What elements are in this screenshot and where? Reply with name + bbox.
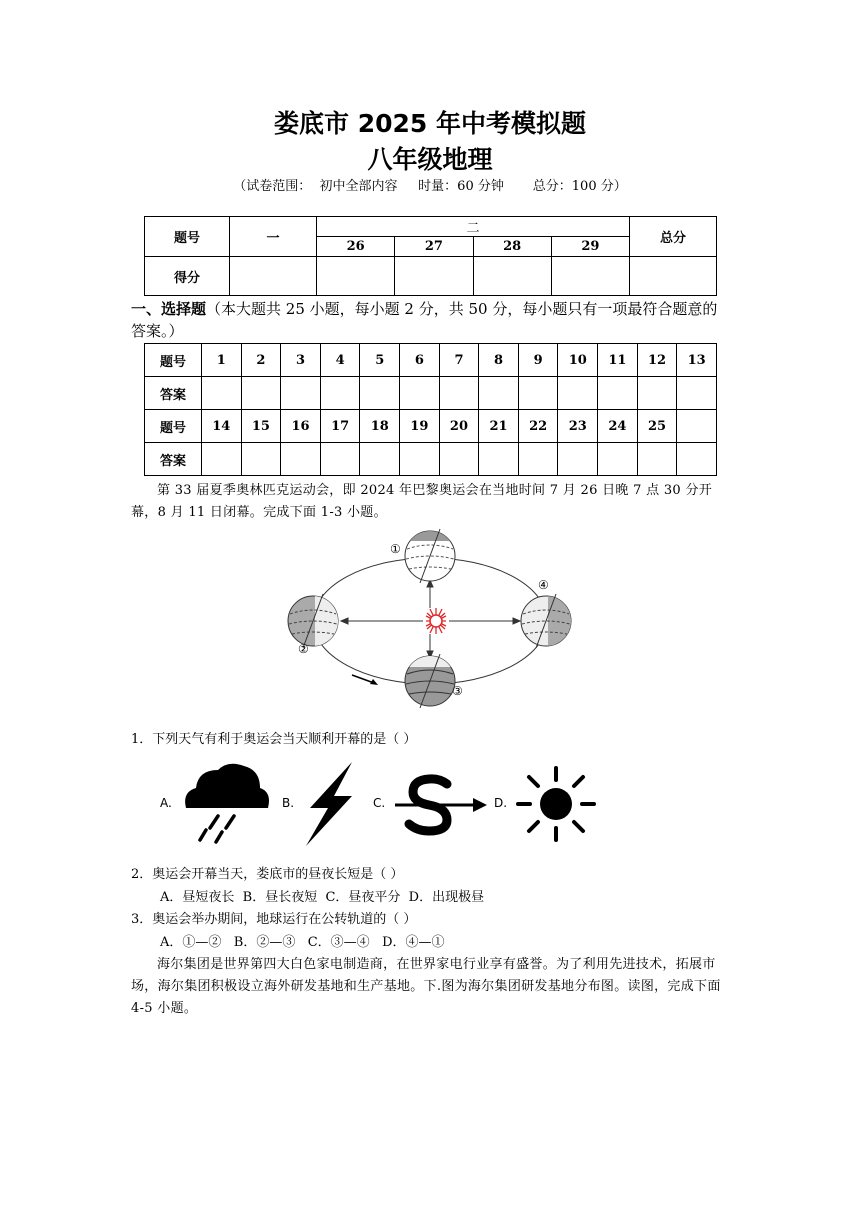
score-row-label: 得分 xyxy=(145,257,230,296)
option-d-label: D. xyxy=(494,796,508,810)
answer-cell[interactable] xyxy=(518,377,558,410)
question-number-cell: 3 xyxy=(281,344,321,377)
question-number-cell: 20 xyxy=(439,410,479,443)
answer-cell[interactable] xyxy=(241,443,281,476)
score-cell[interactable] xyxy=(551,257,629,296)
label-position-1: ① xyxy=(390,542,401,556)
question-number-cell: 15 xyxy=(241,410,281,443)
answer-row-label: 题号 xyxy=(145,410,202,443)
score-sub-col: 26 xyxy=(317,237,395,257)
page-title: 娄底市 2025 年中考模拟题 xyxy=(274,109,586,138)
question-number-cell: 18 xyxy=(360,410,400,443)
answer-cell[interactable] xyxy=(558,377,598,410)
question-number-cell: 21 xyxy=(479,410,519,443)
passage-haier: 海尔集团是世界第四大白色家电制造商，在世界家电行业享有盛誉。为了利用先进技术，拓展市场，海尔集团积极设立海外研发基地和生产基地。下.图为海尔集团研发基地分布图。读图，完成下面 4-5 小题。 xyxy=(131,957,721,1016)
score-cell[interactable] xyxy=(473,257,551,296)
answer-cell[interactable] xyxy=(637,443,677,476)
earth-position-3 xyxy=(405,654,455,708)
option-b-label: B. xyxy=(282,796,295,810)
question-number-cell: 23 xyxy=(558,410,598,443)
lightning-icon xyxy=(302,762,358,846)
answer-cell[interactable] xyxy=(439,443,479,476)
section-title: 一、选择题 xyxy=(131,300,207,318)
answer-cell[interactable] xyxy=(439,377,479,410)
answer-cell[interactable] xyxy=(202,443,242,476)
rain-icon xyxy=(180,758,272,846)
question-number-cell: 17 xyxy=(320,410,360,443)
label-position-2: ② xyxy=(298,642,309,656)
earth-position-1 xyxy=(405,529,455,583)
question-number-cell: 22 xyxy=(518,410,558,443)
question-number-cell: 24 xyxy=(598,410,638,443)
question-number-cell: 14 xyxy=(202,410,242,443)
score-cell[interactable] xyxy=(317,257,395,296)
answer-cell[interactable] xyxy=(360,443,400,476)
answer-cell[interactable] xyxy=(400,377,440,410)
answer-cell[interactable] xyxy=(320,377,360,410)
score-sub-col: 28 xyxy=(473,237,551,257)
question-1: 1．下列天气有利于奥运会当天顺利开幕的是（ ） xyxy=(131,732,417,747)
sun-icon xyxy=(426,608,446,634)
answer-cell[interactable] xyxy=(677,377,717,410)
question-number-cell: 16 xyxy=(281,410,321,443)
label-position-3: ③ xyxy=(452,684,463,698)
score-sub-col: 29 xyxy=(551,237,629,257)
score-table xyxy=(144,216,717,296)
earth-orbit-diagram xyxy=(286,525,596,720)
question-3: 3．奥运会举办期间，地球运行在公转轨道的（ ） xyxy=(131,912,417,927)
answer-row-label: 答案 xyxy=(145,443,202,476)
question-number-cell: 5 xyxy=(360,344,400,377)
section-heading xyxy=(131,298,731,342)
question-number-cell: 11 xyxy=(598,344,638,377)
earth-position-2 xyxy=(288,594,340,648)
option-a-label: A. xyxy=(160,796,172,810)
option-c-label: C. xyxy=(373,796,386,810)
answer-cell[interactable] xyxy=(598,443,638,476)
question-2: 2．奥运会开幕当天，娄底市的昼夜长短是（ ） xyxy=(131,867,404,882)
answer-row-label: 题号 xyxy=(145,344,202,377)
answer-cell[interactable] xyxy=(677,443,717,476)
answer-cell[interactable] xyxy=(281,377,321,410)
question-number-cell xyxy=(677,410,717,443)
score-cell[interactable] xyxy=(395,257,473,296)
question-number-cell: 1 xyxy=(202,344,242,377)
exam-meta: （试卷范围： 初中全部内容 时量：60 分钟 总分：100 分） xyxy=(233,179,627,194)
question-number-cell: 7 xyxy=(439,344,479,377)
score-header-number: 题号 xyxy=(145,217,230,257)
section-description: （本大题共 25 小题，每小题 2 分，共 50 分，每小题只有一项最符合题意的答案。） xyxy=(131,300,718,340)
answer-cell[interactable] xyxy=(281,443,321,476)
answer-cell[interactable] xyxy=(598,377,638,410)
earth-position-4 xyxy=(521,594,573,648)
question-number-cell: 13 xyxy=(677,344,717,377)
sunny-icon xyxy=(514,764,598,844)
score-header-part1: 一 xyxy=(230,217,317,257)
answer-cell[interactable] xyxy=(558,443,598,476)
answer-cell[interactable] xyxy=(518,443,558,476)
label-position-4: ④ xyxy=(538,578,549,592)
question-number-cell: 8 xyxy=(479,344,519,377)
answer-cell[interactable] xyxy=(637,377,677,410)
answer-cell[interactable] xyxy=(479,377,519,410)
score-cell[interactable] xyxy=(230,257,317,296)
score-header-total: 总分 xyxy=(630,217,717,257)
question-2-options: A．昼短夜长 B．昼长夜短 C．昼夜平分 D．出现极昼 xyxy=(160,890,485,905)
question-number-cell: 25 xyxy=(637,410,677,443)
question-number-cell: 2 xyxy=(241,344,281,377)
answer-cell[interactable] xyxy=(320,443,360,476)
question-number-cell: 19 xyxy=(400,410,440,443)
answer-row-label: 答案 xyxy=(145,377,202,410)
answer-cell[interactable] xyxy=(360,377,400,410)
sandstorm-icon xyxy=(393,774,489,836)
question-number-cell: 6 xyxy=(400,344,440,377)
answer-table xyxy=(144,343,717,476)
answer-cell[interactable] xyxy=(400,443,440,476)
question-number-cell: 4 xyxy=(320,344,360,377)
page-subtitle: 八年级地理 xyxy=(367,145,493,174)
question-number-cell: 9 xyxy=(518,344,558,377)
question-number-cell: 10 xyxy=(558,344,598,377)
score-cell[interactable] xyxy=(630,257,717,296)
answer-cell[interactable] xyxy=(479,443,519,476)
question-3-options: A．①—② B．②—③ C．③—④ D．④—① xyxy=(160,935,445,950)
answer-cell[interactable] xyxy=(241,377,281,410)
score-sub-col: 27 xyxy=(395,237,473,257)
question-number-cell: 12 xyxy=(637,344,677,377)
score-header-part2: 二 xyxy=(317,217,630,237)
answer-cell[interactable] xyxy=(202,377,242,410)
passage-olympics: 第 33 届夏季奥林匹克运动会，即 2024 年巴黎奥运会在当地时间 7 月 26 日晚 7 点 30 分开幕，8 月 11 日闭幕。完成下面 1-3 小题。 xyxy=(131,483,713,520)
